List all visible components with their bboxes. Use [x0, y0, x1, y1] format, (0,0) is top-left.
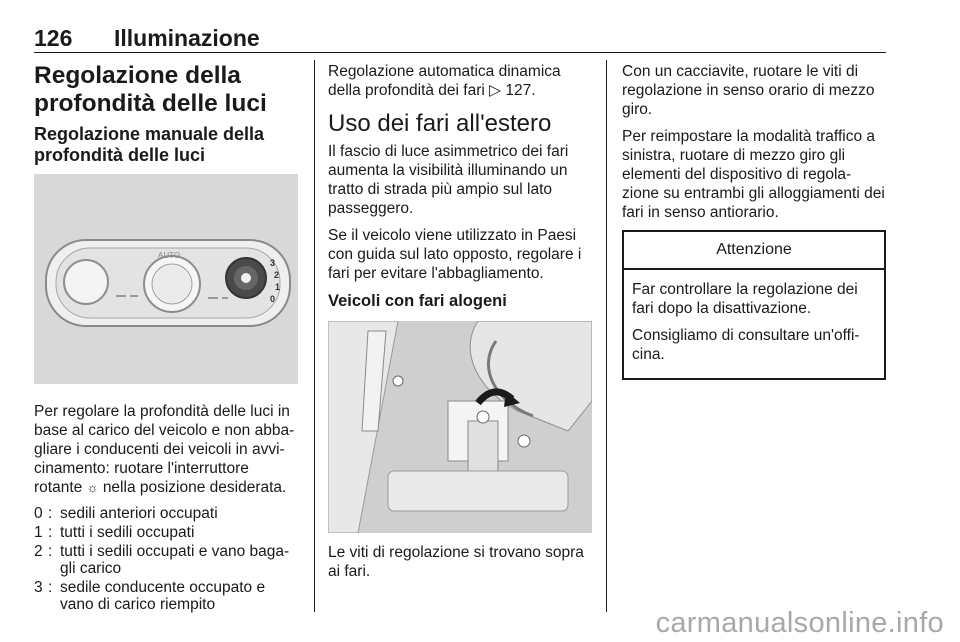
- dial-mark-0: 0: [270, 294, 276, 304]
- page-reference-link[interactable]: 127.: [505, 82, 536, 99]
- page-reference-icon: ▷: [489, 82, 502, 99]
- warning-paragraph: Consigliamo di consultare un'offi- cina.: [632, 327, 860, 363]
- dial-mark-1: 1: [275, 282, 281, 292]
- list-item: 1 : tutti i sedili occupati: [34, 524, 195, 541]
- watermark: carmanualsonline.info: [655, 607, 944, 639]
- engine-bay-illustration: [328, 321, 592, 533]
- column-divider-2: [606, 60, 607, 612]
- headlight-range-icon: ☼: [86, 480, 99, 495]
- abroad-heading: Uso dei fari all'estero: [328, 110, 552, 137]
- dial-mark-3: 3: [270, 258, 276, 268]
- reset-instruction-paragraph: Per reimpostare la modalità traffico a sinistra, ruotare di mezzo giro gli elementi del dispositivo di regola- zione su entrambi gli alloggiamenti dei fari in senso antiorario.: [622, 128, 885, 221]
- column-1: [34, 62, 298, 615]
- list-item: 0 : sedili anteriori occupati: [34, 505, 218, 522]
- column-divider-1: [314, 60, 315, 612]
- dial-mark-2: 2: [274, 270, 280, 280]
- headlight-range-switch-image: [34, 174, 298, 384]
- auto-label: AUTO: [158, 251, 181, 260]
- header-divider: [34, 52, 886, 53]
- warning-title: Attenzione: [624, 232, 884, 270]
- warning-body: [624, 270, 884, 378]
- column-2: [328, 62, 592, 589]
- screw-instruction-paragraph: Con un cacciavite, ruotare le viti di regolazione in senso orario di mezzo giro.: [622, 63, 875, 118]
- beam-paragraph: Il fascio di luce asimmetrico dei fari aumenta la visibilità illuminando un tratto di strada più ampio sul lato passeggero.: [328, 143, 569, 217]
- warning-paragraph: Far controllare la regolazione dei fari dopo la disattivazione.: [632, 281, 858, 317]
- section-heading: Regolazione della profondità delle luci: [34, 62, 267, 117]
- abroad-paragraph: Se il veicolo viene utilizzato in Paesi con guida sul lato opposto, regolare i fari per evitare l'abbagliamento.: [328, 227, 582, 282]
- auto-reference-paragraph: Regolazione automatica dinamica della profondità dei fari ▷ 127.: [328, 63, 561, 99]
- switch-panel-illustration: [34, 174, 298, 384]
- image-caption: Le viti di regolazione si trovano sopra ai fari.: [328, 544, 584, 580]
- intro-text-end: nella posizione desiderata.: [102, 479, 287, 496]
- intro-text: Per regolare la profondità delle luci in base al carico del veicolo e non abba- gliare i conducenti dei veicoli in avvi- cinamento: ruotare l'interruttore rotante: [34, 403, 295, 496]
- warning-box: [622, 230, 886, 380]
- list-item: 2 : tutti i sedili occupati e vano baga- gli carico: [34, 543, 290, 577]
- headlight-adjust-screw-image: [328, 321, 592, 533]
- halogen-subheading: Veicoli con fari alogeni: [328, 292, 507, 310]
- page-number: 126: [34, 25, 73, 51]
- load-positions-list: [34, 505, 298, 613]
- page-section-title: Illuminazione: [114, 25, 260, 51]
- list-item: 3 : sedile conducente occupato e vano di carico riempito: [34, 579, 266, 613]
- intro-paragraph: [34, 402, 298, 497]
- subsection-heading: Regolazione manuale della profondità delle luci: [34, 124, 265, 165]
- column-3: [622, 62, 886, 380]
